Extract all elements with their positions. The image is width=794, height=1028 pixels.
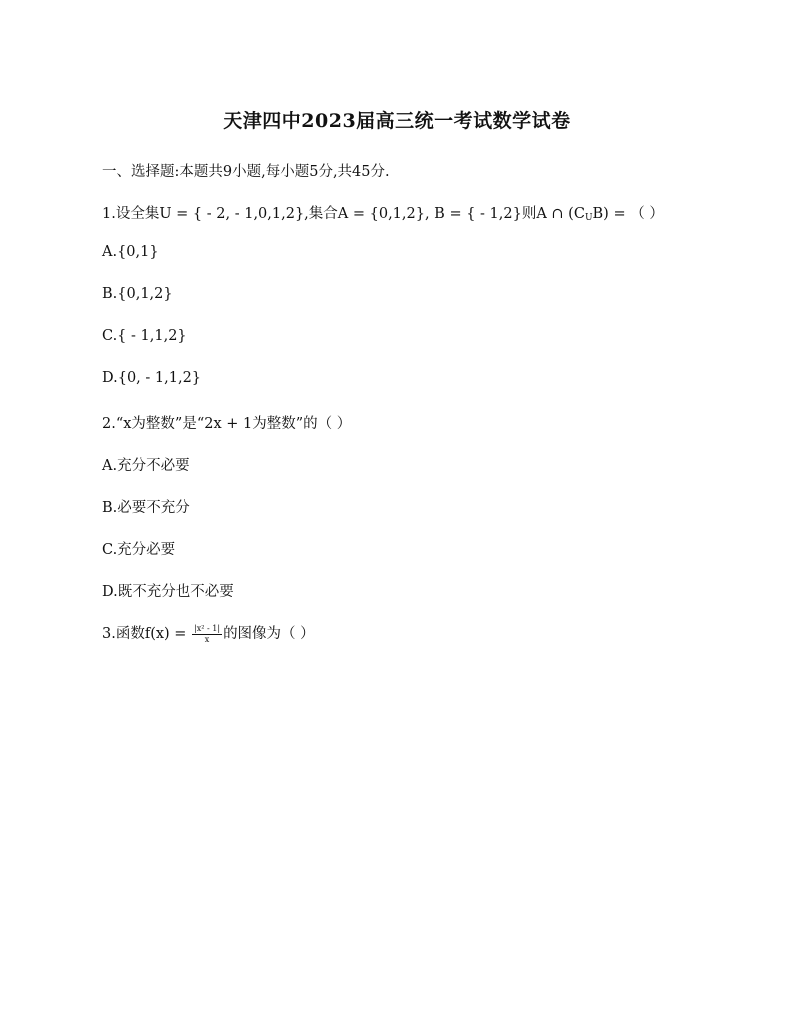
question-1-option-c: C.{ - 1,1,2} [102,328,187,344]
section-header: 一、选择题:本题共9小题,每小题5分,共45分. [102,164,390,180]
fraction-numerator: |x² - 1| [194,623,221,633]
question-1-option-d: D.{0, - 1,1,2} [102,370,202,386]
exam-title: 天津四中2023届高三统一考试数学试卷 [223,110,571,132]
question-1-option-a: A.{0,1} [102,244,159,260]
question-1-stem [102,202,664,223]
question-2-option-b: B.必要不充分 [102,500,190,516]
question-2-option-a: A.充分不必要 [102,458,190,474]
question-2-stem: 2.“x为整数”是“2x + 1为整数”的（ ） [102,416,352,432]
complement-subscript: U [584,213,593,223]
question-1-stem-end: B) = （ ） [592,206,664,222]
question-3-stem [102,622,315,645]
question-1-option-b: B.{0,1,2} [102,286,173,302]
question-3-stem-end: 的图像为（ ） [223,626,315,642]
question-2-option-c: C.充分必要 [102,542,176,558]
question-1-stem-text: 1.设全集U = { - 2, - 1,0,1,2},集合A = {0,1,2}, B = { - 1,2}则A ∩ (C [102,206,585,222]
question-3-stem-start: 3.函数f(x) = [102,626,192,642]
fraction-denominator: x [204,634,210,644]
question-2-option-d: D.既不充分也不必要 [102,584,234,600]
function-fraction [192,624,222,645]
